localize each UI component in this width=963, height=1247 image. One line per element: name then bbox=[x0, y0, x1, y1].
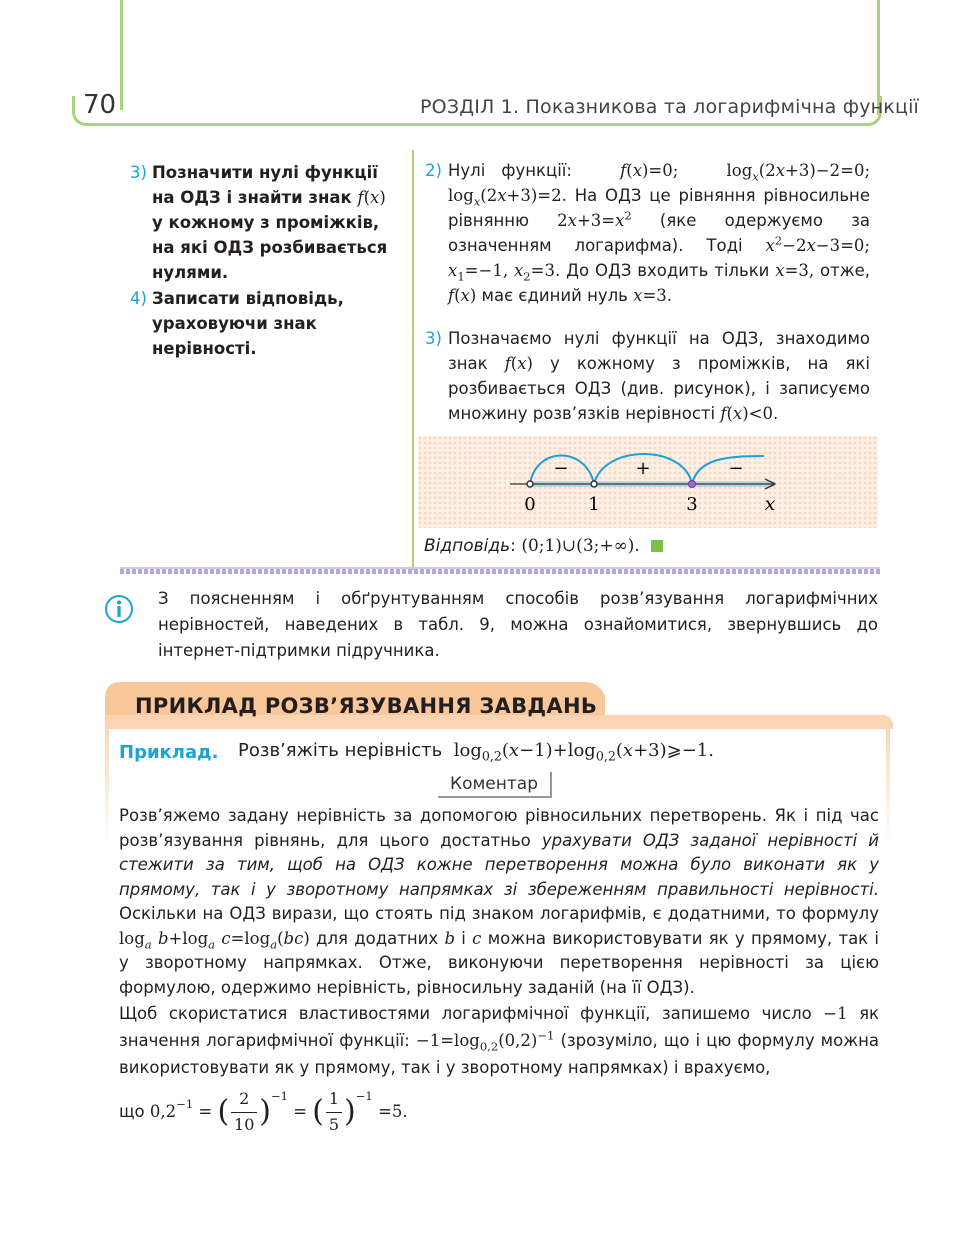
step-text: Записати відповідь, ураховуючи знак нерівності. bbox=[152, 289, 344, 358]
example-label: Приклад. bbox=[119, 742, 219, 763]
info-icon bbox=[104, 594, 134, 624]
section-separator bbox=[120, 567, 880, 574]
sign-1: − bbox=[553, 458, 569, 479]
commentary-body bbox=[119, 804, 879, 1137]
tick-0: 0 bbox=[524, 494, 536, 515]
example-title: ПРИКЛАД РОЗВ’ЯЗУВАННЯ ЗАВДАНЬ bbox=[135, 694, 598, 718]
axis-label: x bbox=[764, 493, 776, 515]
comment-label: Коментар bbox=[438, 772, 552, 798]
commentary-paragraph-1: Розв’яжемо задану нерівність за допомогою рівносильних перетворень. Як і під час розв’язування рівнянь, для цього достатньо урахувати ОДЗ заданої нерівності й стежити за тим, щоб на ОДЗ кожне перетворення можна було виконати як у прямому, так і у зворотному напрямках зі збереженням правильності нерівності. Оскільки на ОДЗ вирази, що стоять під знаком логарифмів, є додатними, то формулу $\log_a b+\log_a$ $c=\log_a(bc)$ для додатних b і c можна використовувати як у прямому, так і у зворотному напрямках. Отже, виконуючи перетворення нерівності за цією формулою, одержимо нерівність, рівносильну заданій (на її ОДЗ). bbox=[119, 806, 880, 997]
tick-1: 1 bbox=[588, 494, 600, 515]
right-step-3 bbox=[425, 326, 870, 426]
step-number: 4) bbox=[130, 289, 147, 308]
left-step-3 bbox=[130, 160, 400, 285]
example-task: Розв’яжіть нерівність $\log_{0,2}(x-1)+\log_{0,2}(x+3)⩾-1$. bbox=[238, 740, 714, 764]
step-number: 3) bbox=[130, 163, 147, 182]
answer-line: Відповідь: (0;1)∪(3;+∞). bbox=[424, 536, 663, 556]
step-text: Позначити нулі функції на ОДЗ і знайти знак f(x) у кожному з проміжків, на які ОДЗ розбивається нулями. bbox=[152, 163, 388, 282]
example-frame-right bbox=[886, 725, 890, 845]
answer-label: Відповідь bbox=[424, 536, 511, 556]
step-number: 3) bbox=[425, 329, 442, 348]
formula-line: що 0,2 $^{-1}$ = ( 2 10 ) $^{-1}$ = ( 1 5 ) $^{-1}$ =5. bbox=[119, 1089, 408, 1134]
tick-3: 3 bbox=[686, 494, 698, 515]
column-divider bbox=[412, 150, 414, 570]
commentary-paragraph-2: Щоб скористатися властивостями логарифмічної функції, запишемо число −1 як значення логарифмічної функції: $-1=\log_{0,2}(0,2)^{-1}$ (зрозуміло, що і цю формулу можна використовувати як у прямому, так і у зворотному напрямках) і врахуємо, bbox=[119, 1004, 879, 1077]
number-line-figure bbox=[418, 436, 878, 528]
header-border-left bbox=[120, 0, 123, 110]
answer-value: (0;1)∪(3;+∞). bbox=[521, 536, 640, 556]
left-step-4 bbox=[130, 286, 400, 361]
sign-3: − bbox=[728, 458, 744, 479]
sign-2: + bbox=[635, 458, 651, 479]
end-square-icon bbox=[651, 540, 663, 552]
page-number: 70 bbox=[83, 90, 117, 120]
example-frame-left bbox=[105, 725, 109, 845]
step-text: Позначаємо нулі функції на ОДЗ, знаходимо знак f(x) у кожному з проміжків, на які розбивається ОДЗ (див. рисунок), і записуємо множину розв’язків нерівності f(x)<0. bbox=[448, 329, 870, 423]
chapter-title: РОЗДІЛ 1. Показникова та логарифмічна функції bbox=[420, 96, 920, 118]
step-text: Нулі функції: f(x)=0; $\log_x(2x+3)-2=0$; $\log_x(2x+3)=2$. На ОДЗ це рівняння рівносильне рівнянню $2x+3=x^2$ (яке одержуємо за означенням логарифма). Тоді $x^2-2x-3=0$; $x_1=-1$, $x_2=3$. До ОДЗ входить тільки x=3, отже, f(x) має єдиний нуль x=3. bbox=[448, 161, 871, 305]
right-step-2 bbox=[425, 158, 870, 308]
step-number: 2) bbox=[425, 161, 442, 180]
info-text: З поясненням і обґрунтуванням способів розв’язування логарифмічних нерівностей, наведених в табл. 9, можна ознайомитися, звернувшись до інтернет-підтримки підручника. bbox=[158, 589, 878, 660]
